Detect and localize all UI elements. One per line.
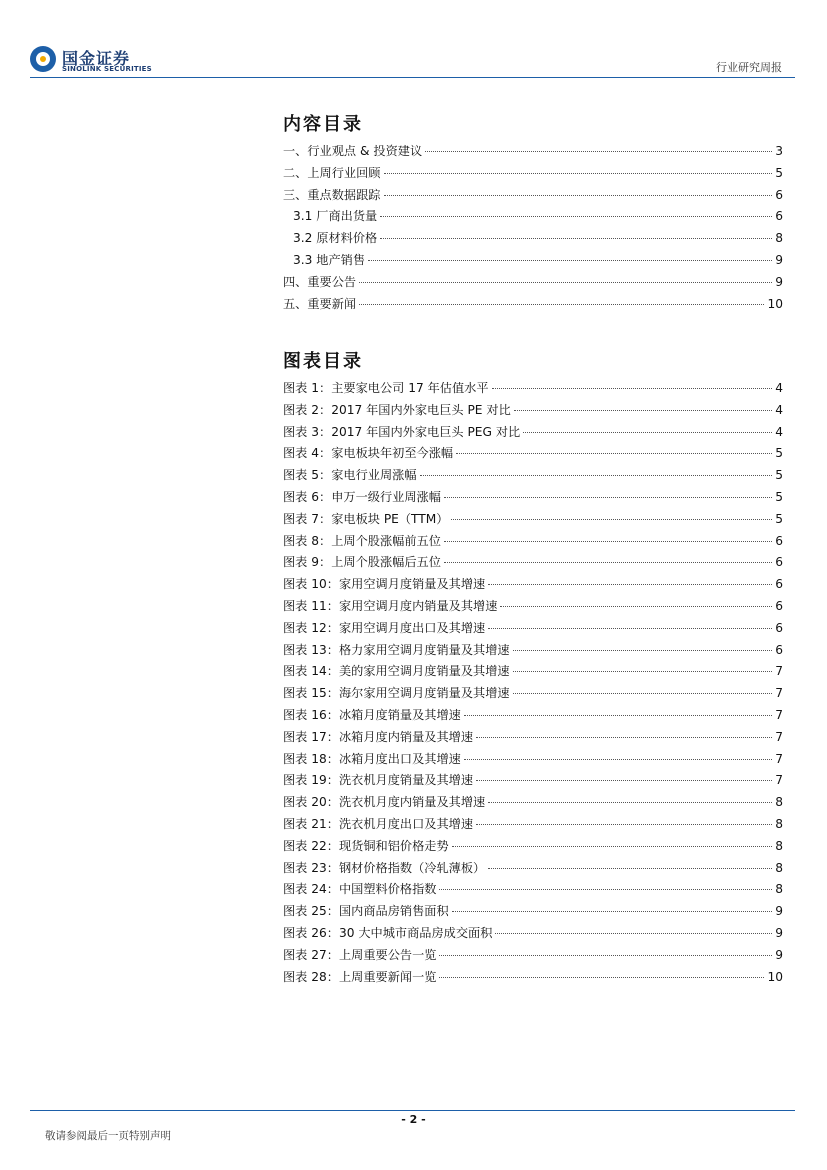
figure-entry-label: 图表 7：家电板块 PE（TTM） — [283, 511, 449, 526]
figure-entry-label: 图表 9：上周个股涨幅后五位 — [283, 555, 441, 570]
figure-entry[interactable] — [283, 902, 783, 924]
figure-entry-page: 4 — [775, 402, 783, 417]
figure-entry-label: 图表 12：家用空调月度出口及其增速 — [283, 620, 486, 635]
contents-entry-label: 五、重要新闻 — [283, 296, 357, 311]
dot-leader — [444, 541, 772, 542]
contents-entry[interactable] — [283, 229, 783, 251]
contents-entry-label: 四、重要公告 — [283, 274, 357, 289]
dot-leader — [368, 260, 772, 261]
dot-leader — [488, 628, 772, 629]
contents-entry-page: 10 — [767, 296, 783, 311]
figure-entry-label: 图表 14：美的家用空调月度销量及其增速 — [283, 664, 510, 679]
dot-leader — [439, 977, 764, 978]
contents-entry-label: 二、上周行业回顾 — [283, 165, 381, 180]
figure-entry-label: 图表 2：2017 年国内外家电巨头 PE 对比 — [283, 402, 511, 417]
contents-entry[interactable] — [283, 295, 783, 317]
dot-leader — [444, 497, 772, 498]
figure-entry[interactable] — [283, 510, 783, 532]
page-header — [0, 0, 827, 80]
figure-entry[interactable] — [283, 423, 783, 445]
page-number: - 2 - — [401, 1113, 426, 1126]
figure-entry[interactable] — [283, 750, 783, 772]
figures-title: 图表目录 — [283, 351, 363, 372]
brand-name-en: SINOLINK SECURITIES — [62, 65, 152, 73]
figure-entry-label: 图表 27：上周重要公告一览 — [283, 947, 437, 962]
figure-entry-label: 图表 11：家用空调月度内销量及其增速 — [283, 598, 498, 613]
figure-entry-page: 8 — [775, 882, 783, 897]
figure-entry-label: 图表 1：主要家电公司 17 年估值水平 — [283, 381, 489, 395]
figure-entry-label: 图表 21：洗衣机月度出口及其增速 — [283, 816, 474, 831]
figure-entry[interactable] — [283, 771, 783, 793]
dot-leader — [439, 889, 772, 890]
contents-entry-label: 3.1 厂商出货量 — [293, 209, 378, 224]
dot-leader — [384, 195, 773, 196]
dot-leader — [452, 911, 773, 912]
contents-entry-label: 三、重点数据跟踪 — [283, 187, 381, 202]
contents-entry[interactable] — [283, 273, 783, 295]
contents-entry-page: 6 — [775, 209, 783, 224]
dot-leader — [488, 802, 772, 803]
figure-entry-label: 图表 3：2017 年国内外家电巨头 PEG 对比 — [283, 424, 521, 439]
figure-entry[interactable] — [283, 684, 783, 706]
contents-entry-label: 一、行业观点 & 投资建议 — [283, 144, 423, 158]
figure-entry-page: 5 — [775, 511, 783, 526]
figure-entry-label: 图表 18：冰箱月度出口及其增速 — [283, 751, 461, 766]
figure-entry-label: 图表 22：现货铜和铝价格走势 — [283, 838, 449, 853]
dot-leader — [513, 671, 773, 672]
header-divider — [30, 77, 795, 78]
figure-entry[interactable] — [283, 793, 783, 815]
contents-entry[interactable] — [283, 251, 783, 273]
figure-entry-page: 8 — [775, 795, 783, 810]
figure-entry[interactable] — [283, 662, 783, 684]
figure-entry[interactable] — [283, 401, 783, 423]
figure-entry[interactable] — [283, 728, 783, 750]
dot-leader — [476, 737, 772, 738]
contents-entry-page: 9 — [775, 274, 783, 289]
dot-leader — [513, 693, 773, 694]
figure-entry-page: 7 — [775, 773, 783, 788]
figure-entry[interactable] — [283, 619, 783, 641]
dot-leader — [488, 868, 772, 869]
figure-entry[interactable] — [283, 924, 783, 946]
dot-leader — [495, 933, 772, 934]
figure-entry-label: 图表 26：30 大中城市商品房成交面积 — [283, 925, 493, 940]
figure-entry[interactable] — [283, 968, 783, 990]
contents-entry-page: 6 — [775, 187, 783, 202]
contents-entry-label: 3.2 原材料价格 — [293, 231, 378, 246]
figure-entry[interactable] — [283, 444, 783, 466]
figure-entry-label: 图表 5：家电行业周涨幅 — [283, 468, 417, 483]
contents-entry[interactable] — [283, 186, 783, 208]
figure-entry-page: 6 — [775, 555, 783, 570]
report-type: 行业研究周报 — [716, 61, 782, 74]
contents-entry-label: 3.3 地产销售 — [293, 252, 366, 267]
figure-entry-label: 图表 15：海尔家用空调月度销量及其增速 — [283, 686, 510, 701]
figure-entry-label: 图表 19：洗衣机月度销量及其增速 — [283, 773, 474, 788]
figure-entry-label: 图表 25：国内商品房销售面积 — [283, 904, 449, 919]
figure-entry-page: 6 — [775, 620, 783, 635]
figure-entry-page: 4 — [775, 381, 783, 395]
dot-leader — [384, 173, 773, 174]
dot-leader — [359, 282, 772, 283]
figure-entry[interactable] — [283, 597, 783, 619]
dot-leader — [451, 519, 772, 520]
dot-leader — [476, 824, 772, 825]
brand-logo — [30, 46, 160, 78]
figure-entry[interactable] — [283, 466, 783, 488]
dot-leader — [523, 432, 772, 433]
dot-leader — [452, 846, 773, 847]
dot-leader — [444, 562, 772, 563]
dot-leader — [476, 780, 772, 781]
figure-entry-page: 7 — [775, 751, 783, 766]
figure-entry[interactable] — [283, 575, 783, 597]
contents-entry-page: 8 — [775, 231, 783, 246]
logo-icon — [30, 46, 56, 72]
figure-entry-page: 6 — [775, 598, 783, 613]
figure-entry-page: 5 — [775, 489, 783, 504]
figure-entry-label: 图表 4：家电板块年初至今涨幅 — [283, 446, 454, 461]
figure-entry[interactable] — [283, 641, 783, 663]
figure-entry[interactable] — [283, 553, 783, 575]
figure-entry[interactable] — [283, 706, 783, 728]
figure-entry-page: 10 — [767, 969, 783, 984]
figure-entry-page: 8 — [775, 816, 783, 831]
contents-entry[interactable] — [283, 142, 783, 164]
figure-entry-label: 图表 10：家用空调月度销量及其增速 — [283, 577, 486, 592]
contents-entry[interactable] — [283, 207, 783, 229]
figure-entry-page: 7 — [775, 686, 783, 701]
contents-entry-page: 5 — [775, 165, 783, 180]
figure-entry-page: 5 — [775, 446, 783, 461]
dot-leader — [380, 238, 772, 239]
dot-leader — [359, 304, 764, 305]
contents-entry-page: 9 — [775, 252, 783, 267]
figure-entry[interactable] — [283, 532, 783, 554]
dot-leader — [380, 216, 772, 217]
figure-entry-page: 7 — [775, 729, 783, 744]
figure-entry[interactable] — [283, 837, 783, 859]
figure-entry-label: 图表 16：冰箱月度销量及其增速 — [283, 707, 461, 722]
figure-entry[interactable] — [283, 859, 783, 881]
dot-leader — [456, 453, 772, 454]
figure-entry-label: 图表 6：申万一级行业周涨幅 — [283, 489, 441, 504]
figure-entry-page: 8 — [775, 838, 783, 853]
figure-entry[interactable] — [283, 815, 783, 837]
contents-list — [283, 142, 783, 316]
figure-entry-page: 9 — [775, 947, 783, 962]
figure-entry-page: 6 — [775, 577, 783, 592]
dot-leader — [514, 410, 772, 411]
contents-entry-page: 3 — [775, 144, 783, 158]
figure-entry-label: 图表 13：格力家用空调月度销量及其增速 — [283, 642, 510, 657]
figure-entry-label: 图表 28：上周重要新闻一览 — [283, 969, 437, 984]
disclaimer: 敬请参阅最后一页特别声明 — [45, 1130, 171, 1142]
figure-entry-page: 4 — [775, 424, 783, 439]
figure-entry-label: 图表 23：钢材价格指数（冷轧薄板） — [283, 860, 486, 875]
figure-entry-page: 7 — [775, 664, 783, 679]
figure-entry-label: 图表 24：中国塑料价格指数 — [283, 882, 437, 897]
figure-entry-page: 9 — [775, 904, 783, 919]
dot-leader — [500, 606, 772, 607]
dot-leader — [420, 475, 773, 476]
brand-name-cn: 国金证券 — [62, 49, 131, 68]
figure-entry[interactable] — [283, 880, 783, 902]
figures-list — [283, 379, 783, 989]
footer-divider — [30, 1110, 795, 1111]
dot-leader — [464, 715, 772, 716]
figure-entry[interactable] — [283, 946, 783, 968]
figure-entry-label: 图表 17：冰箱月度内销量及其增速 — [283, 729, 474, 744]
figure-entry-page: 9 — [775, 925, 783, 940]
contents-section — [283, 110, 783, 316]
figure-entry[interactable] — [283, 379, 783, 401]
dot-leader — [464, 759, 772, 760]
figure-entry-page: 6 — [775, 533, 783, 548]
contents-title: 内容目录 — [283, 114, 363, 135]
contents-entry[interactable] — [283, 164, 783, 186]
figure-entry-label: 图表 20：洗衣机月度内销量及其增速 — [283, 795, 486, 810]
dot-leader — [425, 151, 772, 152]
figure-entry-page: 6 — [775, 642, 783, 657]
figure-entry-page: 7 — [775, 707, 783, 722]
figure-entry-page: 5 — [775, 468, 783, 483]
figure-entry[interactable] — [283, 488, 783, 510]
dot-leader — [488, 584, 772, 585]
dot-leader — [513, 650, 773, 651]
dot-leader — [439, 955, 772, 956]
dot-leader — [492, 388, 773, 389]
figure-entry-page: 8 — [775, 860, 783, 875]
figure-entry-label: 图表 8：上周个股涨幅前五位 — [283, 533, 441, 548]
figures-section — [283, 347, 783, 989]
